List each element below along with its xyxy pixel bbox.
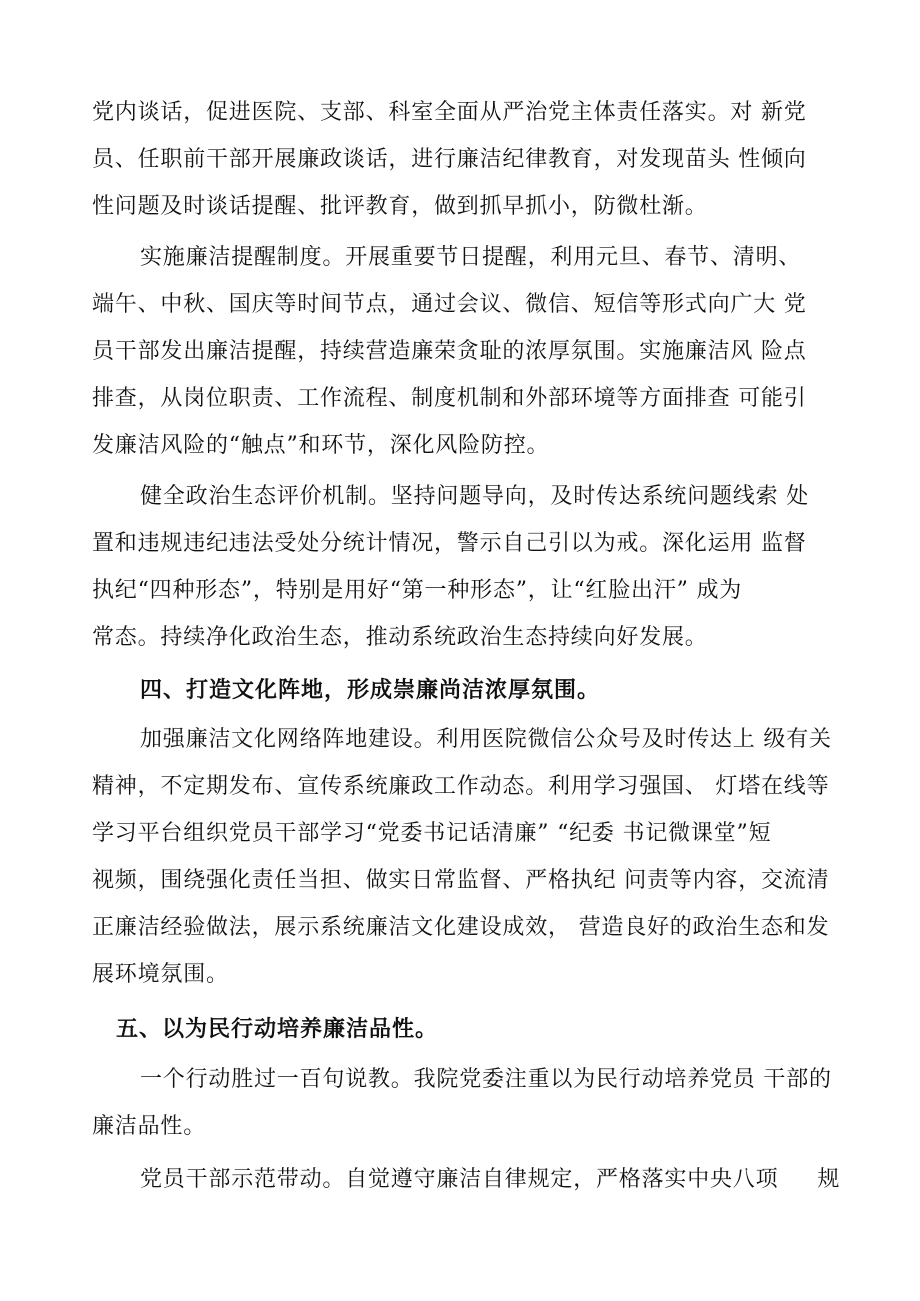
paragraph-line: 排查，从岗位职责、工作流程、制度机制和外部环境等方面排查 可能引 <box>92 386 807 411</box>
paragraph-line: 执纪“四种形态”，特别是用好“第一种形态”，让“红脸出汗” 成为 <box>92 578 743 603</box>
paragraph-line: 员干部发出廉洁提醒，持续营造廉荣贪耻的浓厚氛围。实施廉洁风 险点 <box>92 339 807 364</box>
paragraph-line: 视频，围绕强化责任当担、做实日常监督、严格执纪 问责等内容，交流清 <box>92 868 830 893</box>
paragraph-line: 精神，不定期发布、宣传系统廉政工作动态。利用学习强国、 灯塔在线等 <box>92 774 830 799</box>
paragraph-line: 健全政治生态评价机制。坚持问题导向，及时传达系统问题线索 处 <box>140 484 809 509</box>
paragraph-line: 发廉洁风险的“触点”和环节，深化风险防控。 <box>92 433 550 458</box>
paragraph-line: 端午、中秋、国庆等时间节点，通过会议、微信、短信等形式向广大 党 <box>92 292 807 317</box>
paragraph-line: 展环境氛围。 <box>92 962 229 987</box>
section-heading: 五、以为民行动培养廉洁品性。 <box>116 1016 439 1042</box>
paragraph-line: 廉洁品性。 <box>92 1114 207 1139</box>
section-heading: 四、打造文化阵地，形成崇廉尚洁浓厚氛围。 <box>140 677 601 703</box>
paragraph-line: 加强廉洁文化网络阵地建设。利用医院微信公众号及时传达上 级有关 <box>140 727 832 752</box>
paragraph-line: 学习平台组织党员干部学习“党委书记话清廉” “纪委 书记微课堂”短 <box>92 821 772 846</box>
paragraph-line: 正廉洁经验做法，展示系统廉洁文化建设成效， 营造良好的政治生态和发 <box>92 915 830 940</box>
paragraph-line: 实施廉洁提醒制度。开展重要节日提醒，利用元旦、春节、清明、 <box>140 245 802 270</box>
paragraph-line: 员、任职前干部开展廉政谈话，进行廉洁纪律教育，对发现苗头 性倾向 <box>92 147 807 172</box>
paragraph-line: 党员干部示范带动。自觉遵守廉洁自律规定，严格落实中央八项 规 <box>140 1167 841 1192</box>
paragraph-line: 置和违规违纪违法受处分统计情况，警示自己引以为戒。深化运用 监督 <box>92 531 807 556</box>
paragraph-line: 党内谈话，促进医院、支部、科室全面从严治党主体责任落实。对 新党 <box>92 100 807 125</box>
paragraph-line: 常态。持续净化政治生态，推动系统政治生态持续向好发展。 <box>92 625 708 650</box>
paragraph-line: 一个行动胜过一百句说教。我院党委注重以为民行动培养党员 干部的 <box>140 1067 832 1092</box>
paragraph-line: 性问题及时谈话提醒、批评教育，做到抓早抓小，防微杜渐。 <box>92 194 708 219</box>
